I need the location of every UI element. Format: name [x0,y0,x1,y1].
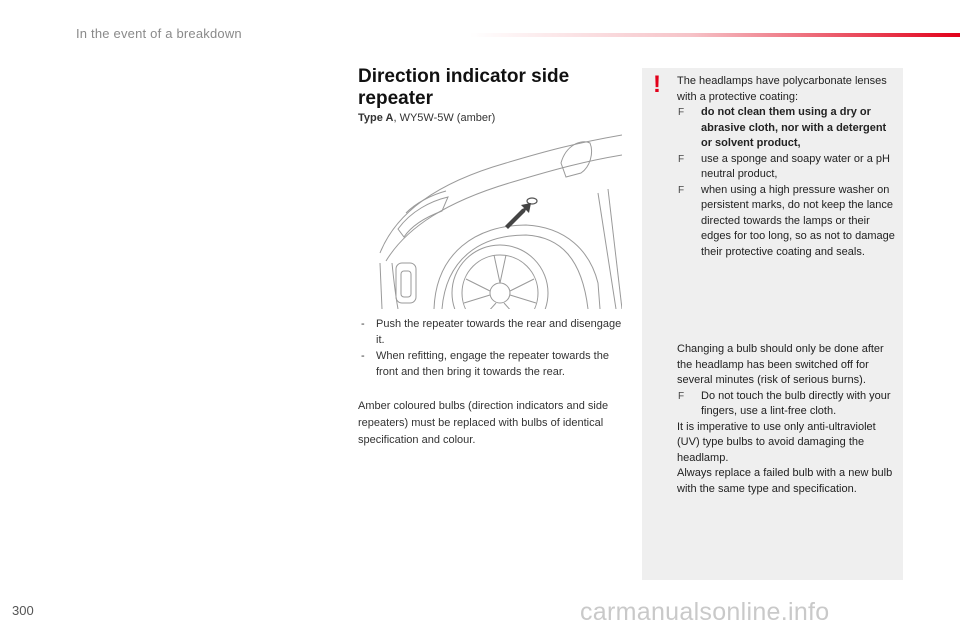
checklist-item: F when using a high pressure washer on persistent marks, do not keep the lance directed towards the lamps or their edges for too long, so as not to damage their protective coating and seals. [678,183,895,258]
side-repeater-illustration [376,133,622,309]
exclamation-icon: ! [653,71,661,98]
section-title: Direction indicator side repeater [358,66,570,109]
bulb-intro: Changing a bulb should only be done after the headlamp has been switched off for several minutes (risk of serious burns). [677,343,884,386]
bulb-change-warning [677,342,899,497]
bulb-type [358,112,495,124]
page-header-title: In the event of a breakdown [76,26,242,41]
replace-note: Always replace a failed bulb with a new bulb with the same type and specification. [677,467,893,495]
checklist-item: F Do not touch the bulb directly with your fingers, use a lint-free cloth. [678,389,891,417]
warning-checklist [677,105,899,260]
checklist-item: F use a sponge and soapy water or a pH neutral product, [678,152,890,180]
header-accent-bar [470,33,960,37]
checklist-item: F do not clean them using a dry or abrasive cloth, nor with a detergent or solvent product, [678,106,887,149]
check-icon: F [678,184,685,196]
check-icon: F [678,390,685,402]
check-icon: F [678,153,685,165]
bulb-type-label: Type A [358,112,394,124]
bulb-type-value: , WY5W-5W (amber) [393,112,496,124]
warning-intro: The headlamps have polycarbonate lenses with a protective coating: [677,75,887,103]
side-repeater-lamp [527,198,537,204]
amber-bulb-note: Amber coloured bulbs (direction indicators and side repeaters) must be replaced with bulbs of identical specification and colour. [358,400,609,446]
page-number: 300 [12,603,34,618]
bulb-checklist [677,389,899,420]
uv-note: It is imperative to use only anti-ultraviolet (UV) type bulbs to avoid damaging the headlamp. [677,420,876,464]
headlamp-warning [677,74,899,260]
step-item: - When refitting, engage the repeater towards the front and then bring it towards the rear. [358,348,626,380]
watermark: carmanualsonline.info [580,598,830,626]
check-icon: F [678,107,685,118]
step-item: - Push the repeater towards the rear and disengage it. [358,316,626,348]
removal-steps [358,316,626,380]
